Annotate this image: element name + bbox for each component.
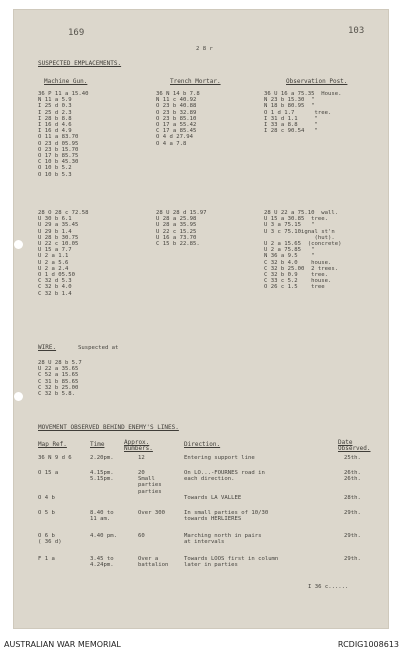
list-item: U 29 a 35.45 [38, 222, 79, 229]
header-machine-gun: Machine Gun. [44, 78, 88, 85]
list-item: 36 U 16 a 75.35 House. [264, 91, 342, 97]
cell-map-ref: O 15 a [38, 470, 59, 476]
list-item: C 32 b 1.4 [38, 290, 72, 297]
footer-id: RCDIG1008613 [337, 640, 399, 649]
list-item: I 28 c 90.54 " [264, 128, 318, 135]
page-mark: 2 8 r [196, 46, 213, 52]
list-item: I 28 b 8.8 [38, 115, 72, 122]
list-item: U 15 a 30.85 tree. [264, 216, 328, 223]
punch-hole [14, 392, 23, 401]
cell-numbers: 20 Small parties parties [138, 470, 162, 495]
op-list-1 [264, 91, 341, 134]
cell-time: 8.40 to 11 am. [90, 510, 114, 523]
list-item: O 23 b 32.89 [156, 109, 197, 116]
cell-numbers: Over a battalion [138, 556, 169, 569]
cell-date: 25th. [344, 455, 361, 461]
list-item: N 23 b 15.30 " [264, 97, 315, 104]
list-item: 36 N 14 b 7.8 [156, 91, 200, 97]
list-item: C 31 b 85.65 [38, 378, 79, 385]
list-item: C 15 b 22.85. [156, 241, 200, 248]
list-item: U 22 c 15.25 [156, 228, 197, 235]
list-item: I 25 d 2.3 [38, 109, 72, 116]
list-item: U 22 a 35.65 [38, 366, 79, 373]
list-item: O 23 b 85.10 [156, 115, 197, 122]
list-item: C 32 b 4.0 house. [264, 259, 332, 266]
list-item: U 28 a 25.98 [156, 216, 197, 223]
list-item: U 28 a 35.95 [156, 222, 197, 229]
cell-time: 2.20pm. [90, 455, 114, 461]
list-item: I 16 d 4.9 [38, 128, 72, 135]
mg-list-1 [38, 91, 89, 178]
list-item: I 25 d 0.3 [38, 103, 72, 110]
stamped-page-number: 103 [348, 26, 365, 36]
list-item: U 2 a 2.4 [38, 265, 69, 272]
section-title-emplacements: SUSPECTED EMPLACEMENTS. [38, 60, 122, 67]
list-item: (hut). [264, 234, 335, 241]
op-list-2 [264, 210, 341, 291]
cell-map-ref: 36 N 9 d 6 [38, 455, 72, 461]
list-item: C 10 b 45.30 [38, 159, 79, 166]
list-item: I 31 d 1.1 " [264, 115, 318, 122]
cell-numbers: 12 [138, 455, 145, 461]
list-item: 28 U 28 b 5.7 [38, 360, 82, 366]
header-observation-post: Observation Post. [286, 78, 348, 85]
list-item: N 11 c 40.92 [156, 97, 197, 104]
cell-date: 29th. [344, 556, 361, 562]
list-item: U 2 a 5.6 [38, 259, 69, 266]
wire-note: Suspected at [78, 345, 119, 351]
header-time: Time [90, 441, 105, 448]
list-item: C 32 b 25.00 2 trees. [264, 265, 339, 272]
list-item: O 1 d 1.7 tree. [264, 109, 332, 116]
list-item: U 2 a 1.1 [38, 253, 69, 260]
list-item: U 2 a 75.85 " [264, 247, 315, 254]
list-item: C 32 b 4.0 [38, 284, 72, 291]
header-date-observed: Date Observed. [338, 439, 371, 452]
list-item: C 32 b 25.00 [38, 384, 79, 391]
list-item: O 23 b 15.70 [38, 146, 79, 153]
tm-list-1 [156, 91, 200, 147]
cell-time: 4.40 pm. [90, 533, 117, 539]
list-item: O 23 d 05.95 [38, 140, 79, 147]
list-item: O 11 a 83.70 [38, 134, 79, 141]
list-item: C 32 b 5.8. [38, 391, 76, 398]
list-item: U 22 c 10.05 [38, 241, 79, 248]
list-item: 36 P 11 a 15.40 [38, 91, 89, 97]
cell-direction: Entering support line [184, 455, 255, 461]
punch-hole [14, 240, 23, 249]
cell-date: 28th. [344, 495, 361, 501]
list-item: N 36 a 9.5 " [264, 253, 315, 260]
footer-source: AUSTRALIAN WAR MEMORIAL [4, 640, 121, 649]
cell-direction: In small parties of 10/30 towards HERLIERES [184, 510, 269, 523]
cell-direction: Towards LA VALLEE [184, 495, 242, 501]
tm-list-2 [156, 210, 207, 247]
header-direction: Direction. [184, 441, 221, 448]
cell-date: 29th. [344, 510, 361, 516]
list-item: 28 U 28 d 15.97 [156, 210, 207, 216]
list-item: U 15 a 7.7 [38, 247, 72, 254]
cell-date: 26th. 26th. [344, 470, 361, 483]
cell-date: 29th. [344, 533, 361, 539]
list-item: O 1 d 05.50 [38, 272, 76, 279]
header-map-ref: Map Ref. [38, 441, 67, 448]
list-item: U 3 a 75.15 " [264, 222, 315, 229]
list-item: I 33 a 8.8 " [264, 122, 318, 129]
list-item: U 30 b 6.1 [38, 216, 72, 223]
wire-list [38, 360, 82, 397]
list-item: U 2 a 15.65 (concrete) [264, 241, 342, 248]
mg-list-2 [38, 210, 89, 297]
list-item: O 17 a 55.42 [156, 122, 197, 129]
cell-numbers: 60 [138, 533, 145, 539]
list-item: O 10 b 5.3 [38, 171, 72, 178]
list-item: O 4 d 27.94 [156, 134, 194, 141]
handwritten-page-number: 169 [68, 28, 85, 38]
cell-time: 3.45 to 4.24pm. [90, 556, 114, 569]
list-item: O 4 a 7.8 [156, 140, 187, 147]
section-title-movement: MOVEMENT OBSERVED BEHIND ENEMY'S LINES. [38, 424, 179, 431]
list-item: U 3 c 75.10ignal st'n [264, 228, 335, 235]
cell-time: 4.15pm. 5.15pm. [90, 470, 114, 483]
cell-direction: On LO...-FOURNES road in each direction. [184, 470, 265, 483]
list-item: 28 U 22 a 75.10 wall. [264, 210, 339, 216]
cell-map-ref: O 4 b [38, 495, 55, 501]
list-item: C 33 c 5.2 house. [264, 278, 332, 285]
cell-numbers: Over 300 [138, 510, 165, 516]
continuation: I 36 c...... [308, 584, 349, 590]
header-approx-numbers: Approx. Numbers. [124, 439, 153, 452]
cell-map-ref: O 6 b ( 36 d) [38, 533, 62, 546]
list-item: C 52 a 15.65 [38, 372, 79, 379]
list-item: U 29 b 1.4 [38, 228, 72, 235]
list-item: I 16 d 4.6 [38, 122, 72, 129]
list-item: N 11 a 5.9 [38, 97, 72, 104]
list-item: O 26 c 1.5 tree [264, 284, 325, 291]
list-item: O 23 b 40.88 [156, 103, 197, 110]
list-item: U 28 b 30.75 [38, 234, 79, 241]
list-item: C 17 a 85.45 [156, 128, 197, 135]
list-item: C 32 d 5.3 [38, 278, 72, 285]
list-item: O 10 b 5.2 [38, 165, 72, 172]
header-trench-mortar: Trench Mortar. [170, 78, 221, 85]
list-item: C 32 b 0.9 tree. [264, 272, 328, 279]
list-item: 28 O 28 c 72.58 [38, 210, 89, 216]
list-item: N 18 b 80.95 " [264, 103, 315, 110]
list-item: U 16 a 73.70 [156, 234, 197, 241]
cell-direction: Towards LOOS first in column later in parties [184, 556, 279, 569]
cell-map-ref: O 5 b [38, 510, 55, 516]
cell-direction: Marching north in pairs at intervals [184, 533, 262, 546]
section-title-wire: WIRE. [38, 344, 57, 351]
list-item: O 17 b 85.75 [38, 153, 79, 160]
cell-map-ref: F 1 a [38, 556, 55, 562]
